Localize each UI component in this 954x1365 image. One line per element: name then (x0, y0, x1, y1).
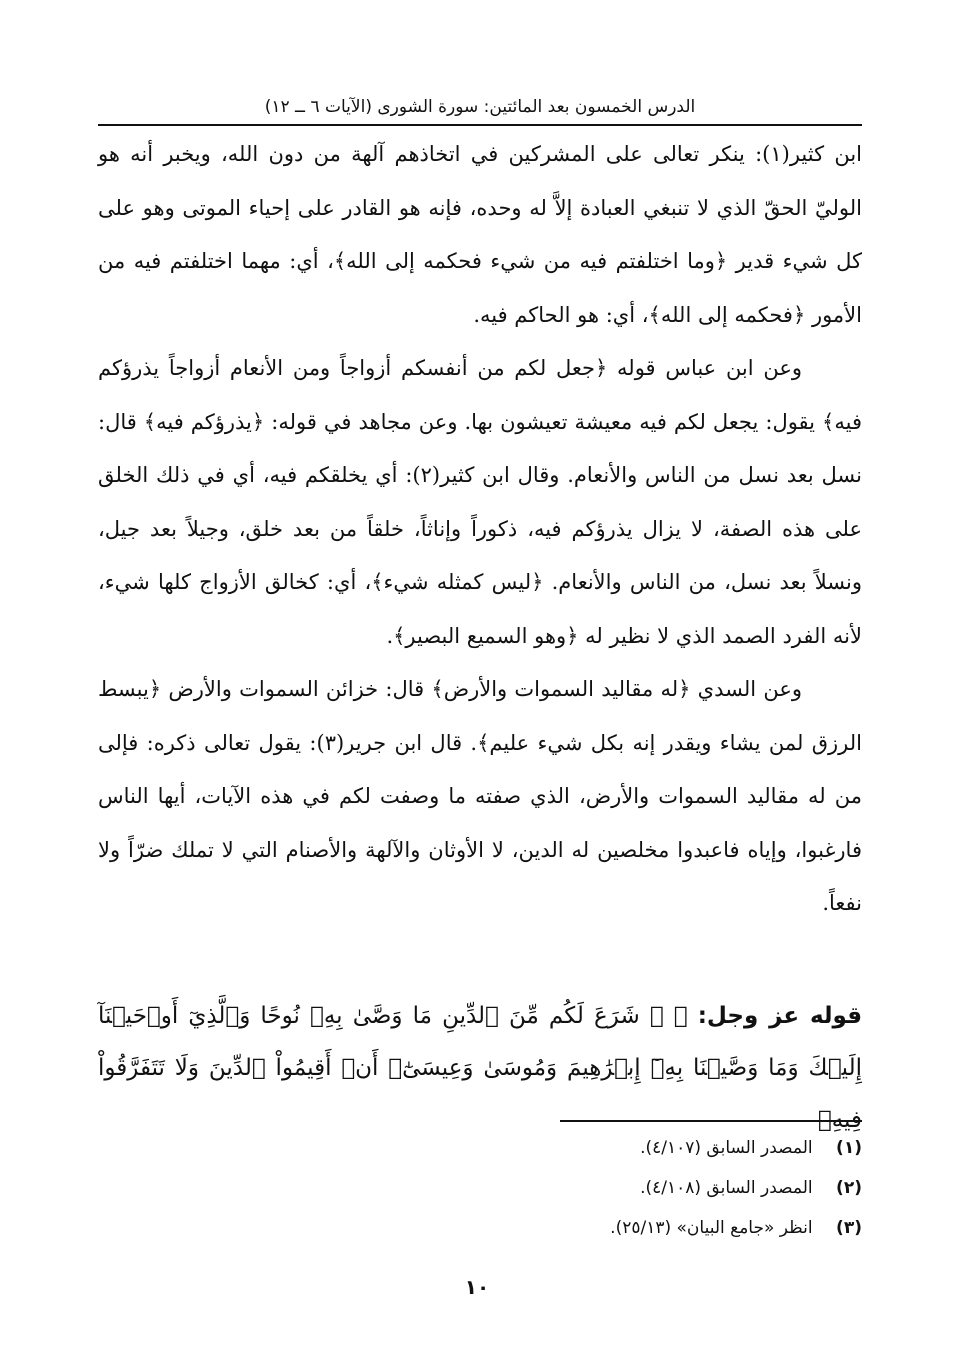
footnote-text: المصدر السابق (٤/١٠٧). (640, 1138, 813, 1158)
running-header: الدرس الخمسون بعد المائتين: سورة الشورى (الآيات ٦ ــ ١٢) (264, 97, 696, 117)
footnote-number: (١) (836, 1138, 862, 1158)
header-rule (98, 124, 862, 126)
footnote-text: المصدر السابق (٤/١٠٨). (640, 1178, 813, 1198)
paragraph-suddi: وعن السدي ﴿له مقاليد السموات والأرض﴾ قال: خزائن السموات والأرض ﴿يبسط الرزق لمن يشاء ويقدر إنه بكل شيء عليم﴾. قال ابن جرير(٣): يقول تعالى ذكره: فإلى من له مقاليد السموات والأرض، الذي صفته ما وصفت لكم في هذه الآيات، أيها الناس فارغبوا، وإياه فاعبدوا مخلصين له الدين، لا الأوثان والآلهة والأصنام التي لا تملك ضرّاً ولا نفعاً. (98, 677, 862, 915)
footnotes (98, 1128, 862, 1248)
verse-text: ﴿ ۞ شَرَعَ لَكُم مِّنَ ٱلدِّينِ مَا وَصَّىٰ بِهِۦ نُوحًا وَٱلَّذِيٓ أَوۡحَيۡنَآ إِلَيۡكَ وَمَا وَصَّيۡنَا بِهِۦٓ إِبۡرَٰهِيمَ وَمُوسَىٰ وَعِيسَىٰٓۖ أَنۡ أَقِيمُواْ ٱلدِّينَ وَلَا تَتَفَرَّقُواْ فِيهِۚ (98, 1003, 862, 1133)
footnote-3 (98, 1208, 862, 1248)
footnote-number: (٢) (836, 1178, 862, 1198)
verse-intro: قوله عز وجل: (697, 1003, 863, 1029)
paragraph-ibn-abbas: وعن ابن عباس قوله ﴿جعل لكم من أنفسكم أزواجاً ومن الأنعام أزواجاً يذرؤكم فيه﴾ يقول: يجعل لكم فيه معيشة تعيشون بها. وعن مجاهد في قوله: ﴿يذرؤكم فيه﴾ قال: نسل بعد نسل من الناس والأنعام. وقال ابن كثير(٢): أي يخلقكم فيه، أي في ذلك الخلق على هذه الصفة، لا يزال يذرؤكم فيه، ذكوراً وإناثاً، خلقاً من بعد خلق، وجيلاً بعد جيل، ونسلاً بعد نسل، من الناس والأنعام. ﴿ليس كمثله شيء﴾، أي: كخالق الأزواج كلها شيء، لأنه الفرد الصمد الذي لا نظير له ﴿وهو السميع البصير﴾. (98, 356, 862, 648)
footnote-2 (98, 1168, 862, 1208)
footnote-number: (٣) (836, 1218, 862, 1238)
body-text (98, 128, 862, 931)
quran-verse-block (98, 990, 862, 1146)
footnote-text: انظر «جامع البيان» (٢٥/١٣). (610, 1218, 813, 1238)
footnote-1 (98, 1128, 862, 1168)
paragraph-ibn-kathir: ابن كثير(١): ينكر تعالى على المشركين في اتخاذهم آلهة من دون الله، ويخبر أنه هو الوليّ الحقّ الذي لا تنبغي العبادة إلاَّ له وحده، فإنه هو القادر على إحياء الموتى وهو على كل شيء قدير ﴿وما اختلفتم فيه من شيء فحكمه إلى الله﴾، أي: مهما اختلفتم فيه من الأمور ﴿فحكمه إلى الله﴾، أي: هو الحاكم فيه. (98, 142, 863, 327)
page-number: ١٠ (464, 1275, 490, 1299)
footnote-rule (560, 1120, 862, 1122)
